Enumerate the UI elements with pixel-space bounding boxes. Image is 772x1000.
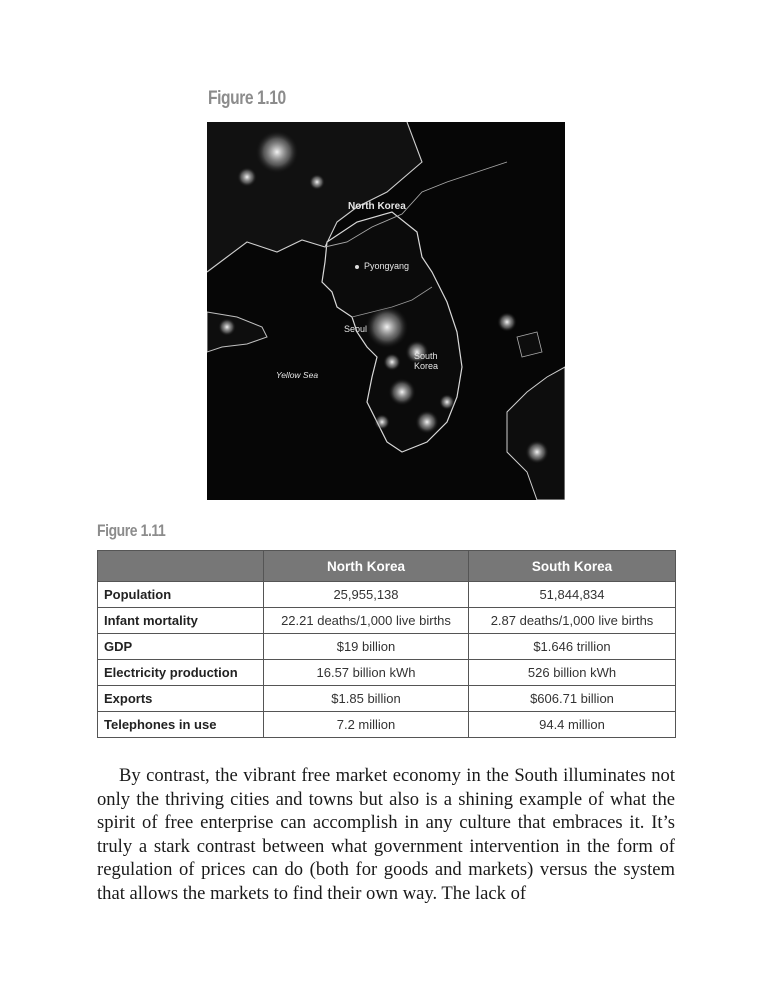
map-label-south-korea-line2: Korea <box>414 361 439 371</box>
row-label: Exports <box>98 686 264 712</box>
north-korea-value: 22.21 deaths/1,000 live births <box>264 608 469 634</box>
south-korea-value: 526 billion kWh <box>469 660 676 686</box>
map-label-south-korea-line1: South <box>414 351 438 361</box>
row-label: Infant mortality <box>98 608 264 634</box>
figure-1-10-caption: Figure 1.10 <box>208 88 286 109</box>
row-label: Electricity production <box>98 660 264 686</box>
row-label: GDP <box>98 634 264 660</box>
north-korea-value: $19 billion <box>264 634 469 660</box>
south-korea-value: 51,844,834 <box>469 582 676 608</box>
north-korea-value: 16.57 billion kWh <box>264 660 469 686</box>
header-north-korea: North Korea <box>264 551 469 582</box>
south-korea-value: 2.87 deaths/1,000 live births <box>469 608 676 634</box>
map-label-yellow-sea: Yellow Sea <box>276 370 319 380</box>
row-label: Population <box>98 582 264 608</box>
north-korea-value: 25,955,138 <box>264 582 469 608</box>
table-row <box>98 660 676 686</box>
map-label-seoul: Seoul <box>344 324 368 334</box>
north-korea-value: 7.2 million <box>264 712 469 738</box>
table-row <box>98 608 676 634</box>
row-label: Telephones in use <box>98 712 264 738</box>
south-korea-value: $606.71 billion <box>469 686 676 712</box>
south-korea-value: 94.4 million <box>469 712 676 738</box>
table-header-row <box>98 551 676 582</box>
body-paragraph: By contrast, the vibrant free market economy in the South illuminates not only the thriving cities and towns but also is a shining example of what the spirit of free enterprise can accomplish in any culture that embraces it. It’s truly a stark contrast between what government intervention in the form of regulation of prices can do (both for goods and markets) versus the system that allows the markets to find their own way. The lack of <box>97 765 675 904</box>
table-row <box>98 582 676 608</box>
map-label-north-korea: North Korea <box>348 201 406 212</box>
map-label-pyongyang: Pyongyang <box>364 261 410 271</box>
figure-1-11-caption: Figure 1.11 <box>97 521 166 540</box>
table-row <box>98 686 676 712</box>
header-empty <box>98 551 264 582</box>
korea-night-satellite-image <box>207 122 565 500</box>
table-row <box>98 634 676 660</box>
north-korea-value: $1.85 billion <box>264 686 469 712</box>
header-south-korea: South Korea <box>469 551 676 582</box>
south-korea-value: $1.646 trillion <box>469 634 676 660</box>
table-row <box>98 712 676 738</box>
korea-comparison-table <box>97 550 676 738</box>
